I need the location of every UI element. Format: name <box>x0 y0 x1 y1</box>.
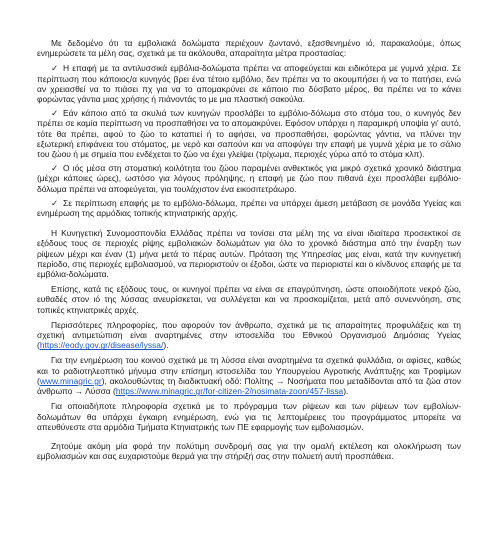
document-body <box>37 38 461 466</box>
protection-measures-list <box>37 63 461 218</box>
public-info-part3: ). <box>343 386 349 397</box>
measure-item <box>37 108 461 159</box>
check-icon: ✓ <box>51 63 59 74</box>
public-info-part2: ), ακολουθώντας τη διαδικτυακή οδό: Πολίτης → Νοσήματα που μεταδίδονται από τα ζώα στον άνθρωπο → Λύσσα ( <box>37 375 461 397</box>
vigilance-paragraph: Επίσης, κατά τις εξόδους τους, οι κυνηγοί πρέπει να είναι σε επαγρύπνηση, ώστε οποιοδήποτε νεκρό ζώο, ευθαδές στον ιό της λύσσας ανευρίσκεται, να συλλέγεται και να προσκομίζεται, μετά από συνεννόηση, στις τοπικές κτηνιατρικές αρχές. <box>37 284 461 315</box>
intro-paragraph: Με δεδομένο ότι τα εμβολιακά δολώματα περιέχουν ζωντανό, εξασθενημένο ιό, παρακαλούμε, όπως ενημερώσετε τα μέλη σας, σχετικά με τα ακόλουθα, απαραίτητα μέτρα προστασίας: <box>37 38 461 59</box>
check-icon: ✓ <box>51 108 59 119</box>
check-icon: ✓ <box>51 197 59 208</box>
measure-text: Ο ιός μέσα στη στοματική κοιλότητα του ζώου παραμένει ανθεκτικός για μικρό σχετικά χρονικό διάστημα (μέχρι κάποιες ώρες), ωστόσο για λόγους πρόληψης, η επαφή με ζώο που πιθανά έχει προσλάβει εμβόλιο-δόλωμα πρέπει να αποφεύγεται, για τουλάχιστον ένα εικοσιτετράωρο. <box>37 163 461 194</box>
check-icon: ✓ <box>51 163 59 174</box>
eody-link[interactable]: https://eody.gov.gr/disease/lyssa/ <box>39 340 164 351</box>
measure-text: Εάν κάποιο από τα σκυλιά των κυνηγών προσλάβει το εμβόλιο-δόλωμα στο στόμα του, ο κυνηγός δεν πρέπει σε καμία περίπτωση να προσπαθήσει να το απομακρύνει. Εφόσον υπάρχει η παραμικρή υποψία γι' αυτό, τότε θα πρέπει, αφού το ζώο το καταπιεί ή το αφήσει, να προσπαθήσει, φορώντας γάντια, να πλύνει την εξωτερική επιφάνεια του στόματος, με νερό και σαπούνι και να αποφύγει την επαφή με γυμνά χέρια με το σάλιο του ζώου ή με σημεία που ενδέχεται το ζώο να έχει γλείψει (τρίχωμα, περιοχές γύρω από το στόμα κλπ). <box>37 108 461 160</box>
measure-text: Σε περίπτωση επαφής με το εμβόλιο-δόλωμα, πρέπει να υπάρχει άμεση μετάβαση σε μονάδα Υγείας και ενημέρωση της αρμόδιας τοπικής κτηνιατρικής αρχής. <box>37 197 461 219</box>
program-info-paragraph: Για οποιαδήποτε πληροφορία σχετικά με το πρόγραμμα των ρίψεων και των ρίψεων των εμβολίων-δολωμάτων θα υπάρχει έγκαιρη ενημέρωση, ενώ για τις λεπτομέρειες του προγράμματος μπορείτε να απευθύνεστε στα αρμόδια Τμήματα Κτηνιατρικής των ΠΕ εφαρμογής των εμβολιασμών. <box>37 401 461 432</box>
public-info-paragraph <box>37 355 461 396</box>
hunting-federation-paragraph: Η Κυνηγετική Συνομοσπονδία Ελλάδας πρέπει να τονίσει στα μέλη της να είναι ιδιαίτερα προσεκτικοί σε εξόδους τους σε περιοχές ρίψης εμβολιακών δολωμάτων για όλο το χρονικό διάστημα από την έναρξη των ρίψεων μέχρι και έναν (1) μήνα μετά το πέρας αυτών. Πρόταση της Υπηρεσίας μας είναι, κατά την κυνηγετική περίοδο, στις περιοχές εμβολιασμού, να περιοριστούν οι έξοδοι, ώστε να περιοριστεί και ο κίνδυνος επαφής με τα εμβόλια-δολώματα. <box>37 228 461 280</box>
public-info-part1: Για την ενημέρωση του κοινού σχετικά με τη λύσσα είναι αναρτημένα τα σχετικά φυλλάδια, οι αφίσες, καθώς και το ραδιοτηλεοπτικό μήνυμα στην επίσημη ιστοσελίδα του Υπουργείου Αγροτικής Ανάπτυξης και Τροφίμων ( <box>37 355 461 386</box>
measure-item <box>37 163 461 194</box>
lissa-page-link[interactable]: https://www.minagric.gr/for-citizen-2/nosimata-zoon/457-lissa <box>115 386 344 397</box>
measure-item <box>37 63 461 104</box>
measure-text: Η επαφή με τα αντιλυσσικά εμβόλια-δολώματα πρέπει να αποφεύγεται και ειδικότερα με γυμνά χέρια. Σε περίπτωση που κάποιος/α κυνηγός βρει ένα τέτοιο εμβόλιο, δεν πρέπει να το ακουμπήσει ή να το πατήσει, ενώ αν χρειασθεί να το πιάσει πχ για να το απομακρύνει σε κάποιο πιο δύσβατο μέρος, θα πρέπει να το κάνει φορώντας γάντια μιας χρήσης ή πιάνοντάς το με μια πλαστική σακούλα. <box>37 63 461 105</box>
eody-text-after: ). <box>163 340 169 351</box>
closing-paragraph: Ζητούμε ακόμη μία φορά την πολύτιμη συνδρομή σας για την ομαλή εκτέλεση και ολοκλήρωση των εμβολιασμών και σας ευχαριστούμε θερμά για την στήριξή σας στην πολυετή αυτή προσπάθεια. <box>37 440 461 462</box>
eody-text-before: Περισσότερες πληροφορίες, που αφορούν τον άνθρωπο, σχετικά με τις απαραίτητες προφυλάξεις και τη σχετική αντιμετώπιση είναι αναρτημένες στην ιστοσελίδα του Εθνικού Οργανισμού Δημόσιας Υγείας ( <box>37 319 461 351</box>
eody-info-paragraph <box>37 320 461 351</box>
minagric-link[interactable]: www.minagric.gr <box>39 375 102 386</box>
measure-item <box>37 198 461 218</box>
